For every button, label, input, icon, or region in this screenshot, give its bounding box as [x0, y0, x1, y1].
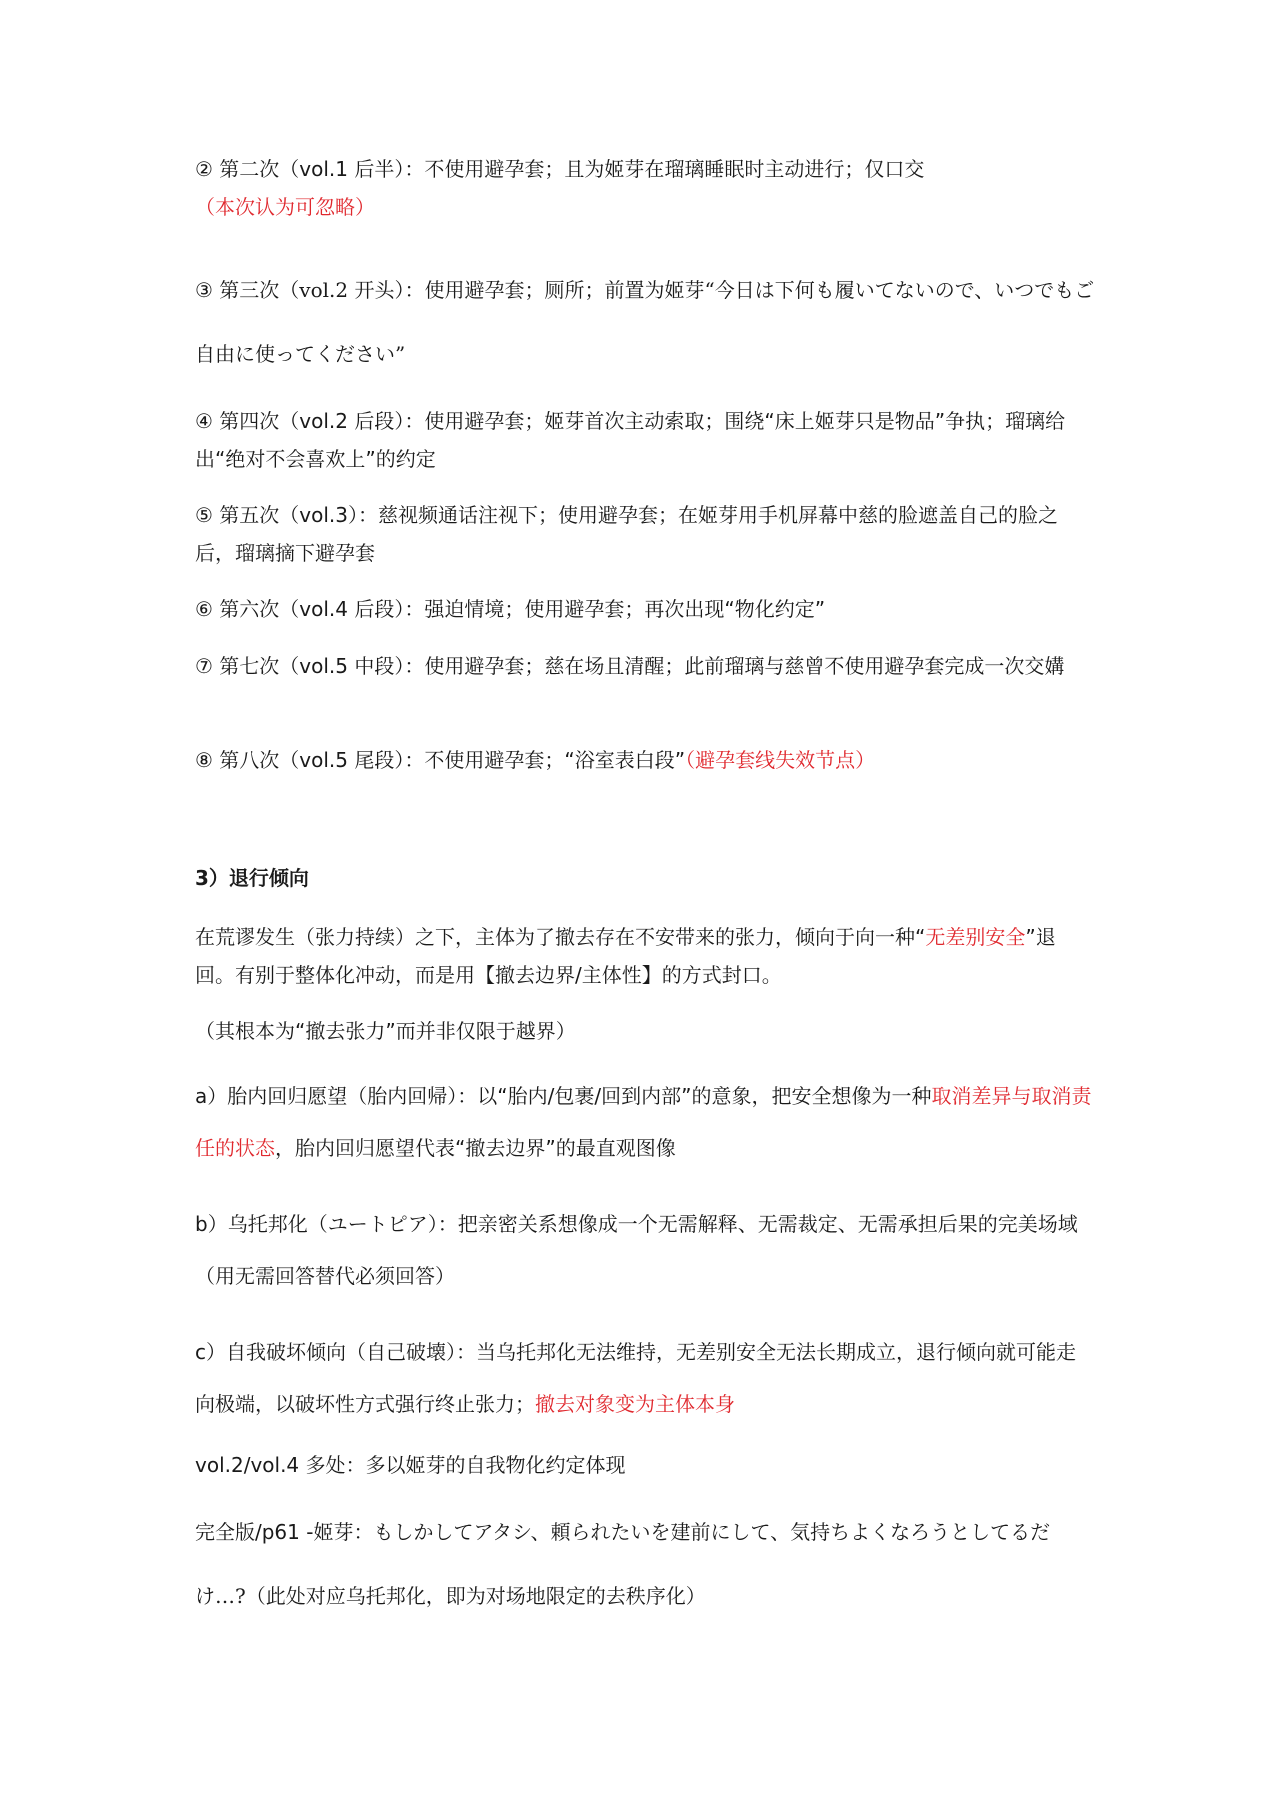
item-number: ⑥	[195, 597, 213, 621]
section-heading: 3）退行倾向	[195, 866, 309, 890]
item-text: 第六次（vol.4 后段）：强迫情境；使用避孕套；再次出现“物化约定”	[212, 597, 826, 621]
intro-red: 无差别安全	[925, 925, 1026, 949]
quote-prefix: 完全版/p61 -姬芽：	[195, 1520, 374, 1544]
list-item-7	[195, 647, 1095, 685]
list-item-5	[195, 496, 1095, 572]
item-text: 第七次（vol.5 中段）：使用避孕套；慈在场且清醒；此前瑠璃与慈曾不使用避孕套完成一次交媾	[212, 654, 1065, 678]
item-text: 第四次（vol.2 后段）：使用避孕套；姬芽首次主动索取；围绕“床上姬芽只是物品”争执；瑠璃给出“绝对不会喜欢上”的约定	[195, 409, 1066, 471]
item-number: ③	[195, 278, 213, 302]
item-a	[195, 1070, 1095, 1174]
list-item-3	[195, 258, 1095, 386]
quote-suffix: （此处对应乌托邦化，即为对场地限定的去秩序化）	[245, 1584, 706, 1608]
quote-japanese: もしかしてアタシ、頼られたいを建前にして、気持ちよくなろうとしてるだけ…?	[195, 1520, 1051, 1608]
item-c	[195, 1326, 1095, 1430]
section-note: （其根本为“撤去张力”而并非仅限于越界）	[195, 1019, 576, 1043]
list-item-6	[195, 590, 1095, 628]
item-text: 第五次（vol.3）：慈视频通话注视下；使用避孕套；在姬芽用手机屏幕中慈的脸遮盖自己的脸之后，瑠璃摘下避孕套	[195, 503, 1059, 565]
item-c-red: 撤去对象变为主体本身	[535, 1392, 735, 1416]
item-c-text: c）自我破坏倾向（自己破壊）：当乌托邦化无法维持，无差别安全无法长期成立，退行倾向就可能走向极端，以破坏性方式强行终止张力；	[195, 1340, 1076, 1416]
item-b	[195, 1198, 1095, 1302]
intro-text-a: 在荒谬发生（张力持续）之下，主体为了撤去存在不安带来的张力，倾向于向一种“	[195, 925, 926, 949]
list-item-8	[195, 741, 1095, 779]
intro-text-b: ”退回。有别于整体化冲动，而是用【撤去边界/主体性】的方式封口。	[195, 925, 1056, 987]
item-a-text: a）胎内回归愿望（胎内回帰）：以“胎内/包裹/回到内部”的意象，把安全想像为一种	[195, 1084, 932, 1108]
item-number: ⑦	[195, 654, 213, 678]
item-a-rest: ，胎内回归愿望代表“撤去边界”的最直观图像	[275, 1136, 676, 1160]
item-text: 第八次（vol.5 尾段）：不使用避孕套；“浴室表白段”	[212, 748, 686, 772]
item-number: ④	[195, 409, 213, 433]
item-text: 第二次（vol.1 后半）：不使用避孕套；且为姬芽在瑠璃睡眠时主动进行；仅口交	[212, 157, 925, 181]
item-red-note: （避孕套线失效节点）	[685, 748, 876, 772]
quote-paragraph	[195, 1500, 1095, 1628]
item-number: ②	[195, 157, 213, 181]
item-number: ⑤	[195, 503, 213, 527]
section-intro	[195, 918, 1095, 994]
item-b-text: b）乌托邦化（ユートピア）：把亲密关系想像成一个无需解释、无需裁定、无需承担后果的完美场域（用无需回答替代必须回答）	[195, 1212, 1078, 1288]
item-red-note: （本次认为可忽略）	[195, 195, 375, 219]
item-number: ⑧	[195, 748, 213, 772]
item-text: 第三次（vol.2 开头）：使用避孕套；厕所；前置为姬芽“今日は下何も履いてないので、いつでもご自由に使ってください”	[195, 278, 1095, 366]
item-a-red: 取消差异与取消责任的状态	[195, 1084, 1092, 1160]
vol-note: vol.2/vol.4 多处：多以姬芽的自我物化约定体现	[195, 1453, 626, 1477]
list-item-2	[195, 150, 1095, 226]
list-item-4	[195, 402, 1095, 478]
